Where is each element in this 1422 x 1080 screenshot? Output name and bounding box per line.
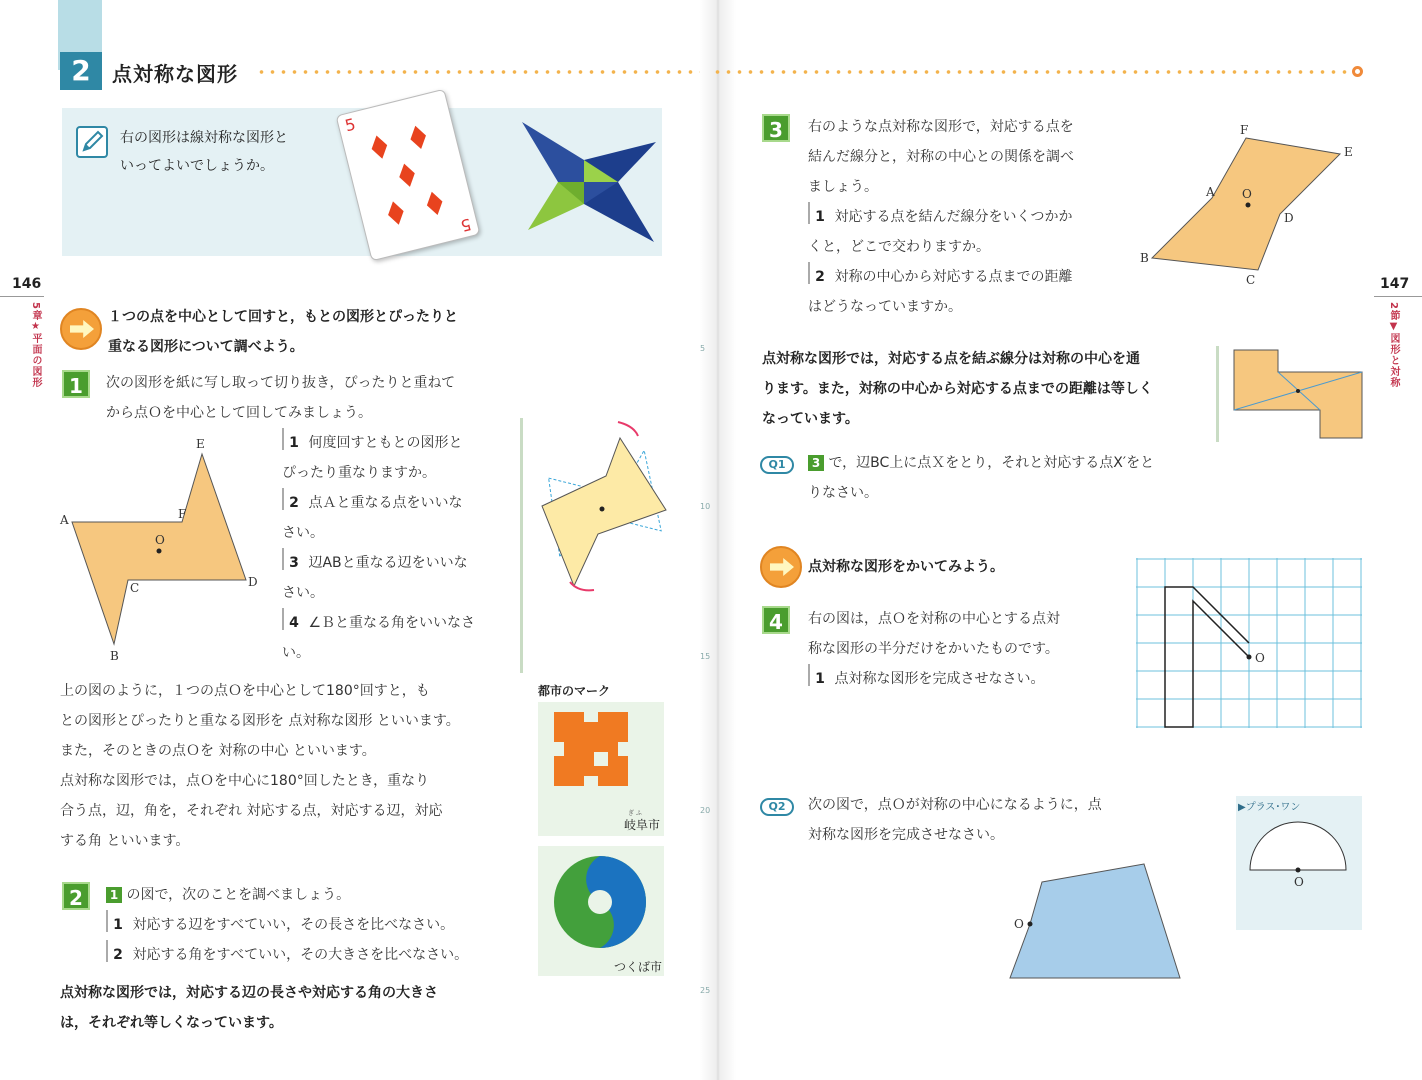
question-2-number: 2 xyxy=(62,882,90,910)
figure-zigzag-shape xyxy=(58,434,272,666)
sub-number: 4 xyxy=(282,608,304,630)
label-a: A xyxy=(1206,185,1215,199)
label-o: O xyxy=(1255,651,1265,665)
intro-question: 右の図形は線対称な図形と いってよいでしょうか。 xyxy=(120,130,288,174)
label-b: B xyxy=(1140,251,1149,265)
city1-ruby: ぎ ふ xyxy=(628,810,642,817)
sub-text: 対応する辺をすべていい，その長さを比べなさい。 xyxy=(132,917,455,933)
q2-sub-2 xyxy=(106,940,468,970)
section-title: 点対称な図形 xyxy=(112,62,238,86)
label-o: O xyxy=(1014,917,1024,931)
question-2-text xyxy=(106,880,350,910)
gifu-mark-box xyxy=(538,702,664,836)
dotted-rule-end-circle xyxy=(1352,66,1363,77)
q2-text: の図で，次のことを調べましょう。 xyxy=(126,887,351,903)
chapter-side-tab: 5章★平面の図形 xyxy=(30,302,41,388)
page-number-rule xyxy=(1374,296,1422,297)
question-4-number: 4 xyxy=(762,606,790,634)
side-column-rule xyxy=(1216,346,1219,442)
label-a: A xyxy=(60,513,69,527)
sub-text: 対称の中心から対応する点までの距離 はどうなっていますか。 xyxy=(808,269,1073,315)
card-number: 5 xyxy=(343,114,358,136)
label-f: F xyxy=(1240,123,1249,137)
city-marks-title: 都市のマーク xyxy=(538,684,611,698)
q2-sub-1 xyxy=(106,910,454,940)
lead-text: １つの点を中心として回すと，もとの図形とぴったりと 重なる図形について調べよう。 xyxy=(108,309,458,355)
city2-name: つくば市 xyxy=(614,960,663,974)
question-1-number: 1 xyxy=(62,370,90,398)
sub-number: 2 xyxy=(282,488,304,510)
q4-sub-1 xyxy=(808,664,1044,694)
grid-half-figure xyxy=(1136,558,1364,732)
sub-text: 何度回すともとの図形と ぴったり重なりますか。 xyxy=(282,435,463,481)
q1-badge: Q1 xyxy=(760,456,794,474)
tsukuba-city-mark-icon xyxy=(538,846,664,976)
semicircle-figure xyxy=(1240,814,1358,894)
ref-q1-badge: 1 xyxy=(106,887,122,903)
label-o: O xyxy=(1242,187,1252,201)
summary-right: 点対称な図形では，対応する点を結ぶ線分は対称の中心を通 ります。また，対称の中心から対応する点までの距離は等しく なっています。 xyxy=(762,351,1153,427)
question-3-number: 3 xyxy=(762,114,790,142)
q1-text xyxy=(808,448,1154,508)
question-3-text: 右のような点対称な図形で，対応する点を 結んだ線分と，対称の中心との関係を調べ ましょう。 xyxy=(808,119,1074,195)
origami-shuriken-image xyxy=(518,120,660,244)
sub-text: 辺ABと重なる辺をいいな さい。 xyxy=(282,555,468,601)
book-gutter xyxy=(700,0,736,1080)
q2-badge: Q2 xyxy=(760,798,794,816)
sub-number: 2 xyxy=(808,262,830,284)
sub-number: 2 xyxy=(106,940,128,962)
section-number: 2 xyxy=(60,52,102,90)
sub-text: 点Ａと重なる点をいいな さい。 xyxy=(282,495,463,541)
line-number: 20 xyxy=(700,806,711,815)
sub-number: 1 xyxy=(808,202,830,224)
q1-sub-1 xyxy=(282,428,462,488)
side-column-rule xyxy=(520,418,523,673)
line-number: 15 xyxy=(700,652,711,661)
q3-sub-2 xyxy=(808,262,1072,322)
label-o: O xyxy=(1294,875,1304,889)
line-number: 25 xyxy=(700,986,711,995)
label-e: E xyxy=(1344,145,1353,159)
title-dotted-rule-right xyxy=(712,70,1348,74)
arrow-right-icon xyxy=(60,308,102,350)
sub-number: 1 xyxy=(808,664,830,686)
sub-number: 1 xyxy=(282,428,304,450)
q1-body: で，辺BC上に点Ｘをとり，それと対応する点X′をと りなさい。 xyxy=(808,455,1155,501)
question-1-text: 次の図形を紙に写し取って切り抜き，ぴったりと重ねて から点Ｏを中心として回してみましょう。 xyxy=(106,375,456,421)
figure-parallelogram-shape xyxy=(1130,118,1360,294)
explain-paragraph-2: 点対称な図形では，点Ｏを中心に180°回したとき，重なり 合う点，辺，角を，それぞれ 対応する点，対応する辺，対応 する角 といいます。 xyxy=(60,773,443,849)
sub-number: 1 xyxy=(106,910,128,932)
page-number-right: 147 xyxy=(1380,276,1410,292)
sub-text: 対応する点を結んだ線分をいくつかか くと，どこで交わりますか。 xyxy=(808,209,1073,255)
city1-name: 岐阜市 xyxy=(624,818,661,832)
line-number: 10 xyxy=(700,502,711,511)
section-side-tab: 2節▼図形と対称 xyxy=(1388,302,1399,388)
card-number-bottom: 5 xyxy=(458,214,473,236)
label-c: C xyxy=(1246,273,1256,287)
rotation-diagram xyxy=(534,416,680,600)
lead-text-right: 点対称な図形をかいてみよう。 xyxy=(808,559,1004,575)
label-o: O xyxy=(155,533,165,547)
label-f: F xyxy=(178,507,187,521)
tsukuba-mark-box xyxy=(538,846,664,976)
summary-left: 点対称な図形では，対応する辺の長さや対応する角の大きさ は，それぞれ等しくなっています。 xyxy=(60,985,438,1031)
sub-text: ∠Ｂと重なる角をいいなさ い。 xyxy=(282,615,476,661)
sub-text: 点対称な図形を完成させなさい。 xyxy=(834,671,1045,687)
sub-number: 3 xyxy=(282,548,304,570)
sub-text: 対応する角をすべていい，その大きさを比べなさい。 xyxy=(132,947,469,963)
title-dotted-rule xyxy=(256,70,700,74)
label-d: D xyxy=(1284,211,1294,225)
explain-paragraph-1: 上の図のように，１つの点Ｏを中心として180°回すと，も との図形とぴったりと重なる図形を 点対称な図形 といいます。 また，そのときの点Ｏを 対称の中心 といいます。 xyxy=(60,683,460,759)
question-4-text: 右の図は，点Ｏを対称の中心とする点対 称な図形の半分だけをかいたものです。 xyxy=(808,611,1060,657)
ref-q3-badge: 3 xyxy=(808,455,824,471)
trapezoid-figure xyxy=(1004,858,1184,982)
q1-sub-4 xyxy=(282,608,475,668)
page-number-rule xyxy=(0,296,44,297)
line-number: 5 xyxy=(700,344,706,353)
page-number-left: 146 xyxy=(12,276,42,292)
arrow-right-icon xyxy=(760,546,802,588)
label-e: E xyxy=(196,437,205,451)
q3-sub-1 xyxy=(808,202,1072,262)
label-b: B xyxy=(110,649,119,663)
q2-text: 次の図で，点Ｏが対称の中心になるように，点 対称な図形を完成させなさい。 xyxy=(808,797,1102,843)
q1-sub-3 xyxy=(282,548,468,608)
label-c: C xyxy=(130,581,140,595)
q1-sub-2 xyxy=(282,488,462,548)
z-shape-diagram xyxy=(1232,348,1364,440)
label-d: D xyxy=(248,575,258,589)
plus-one-title: ▶プラス･ワン xyxy=(1238,802,1301,813)
pencil-icon xyxy=(76,126,108,158)
